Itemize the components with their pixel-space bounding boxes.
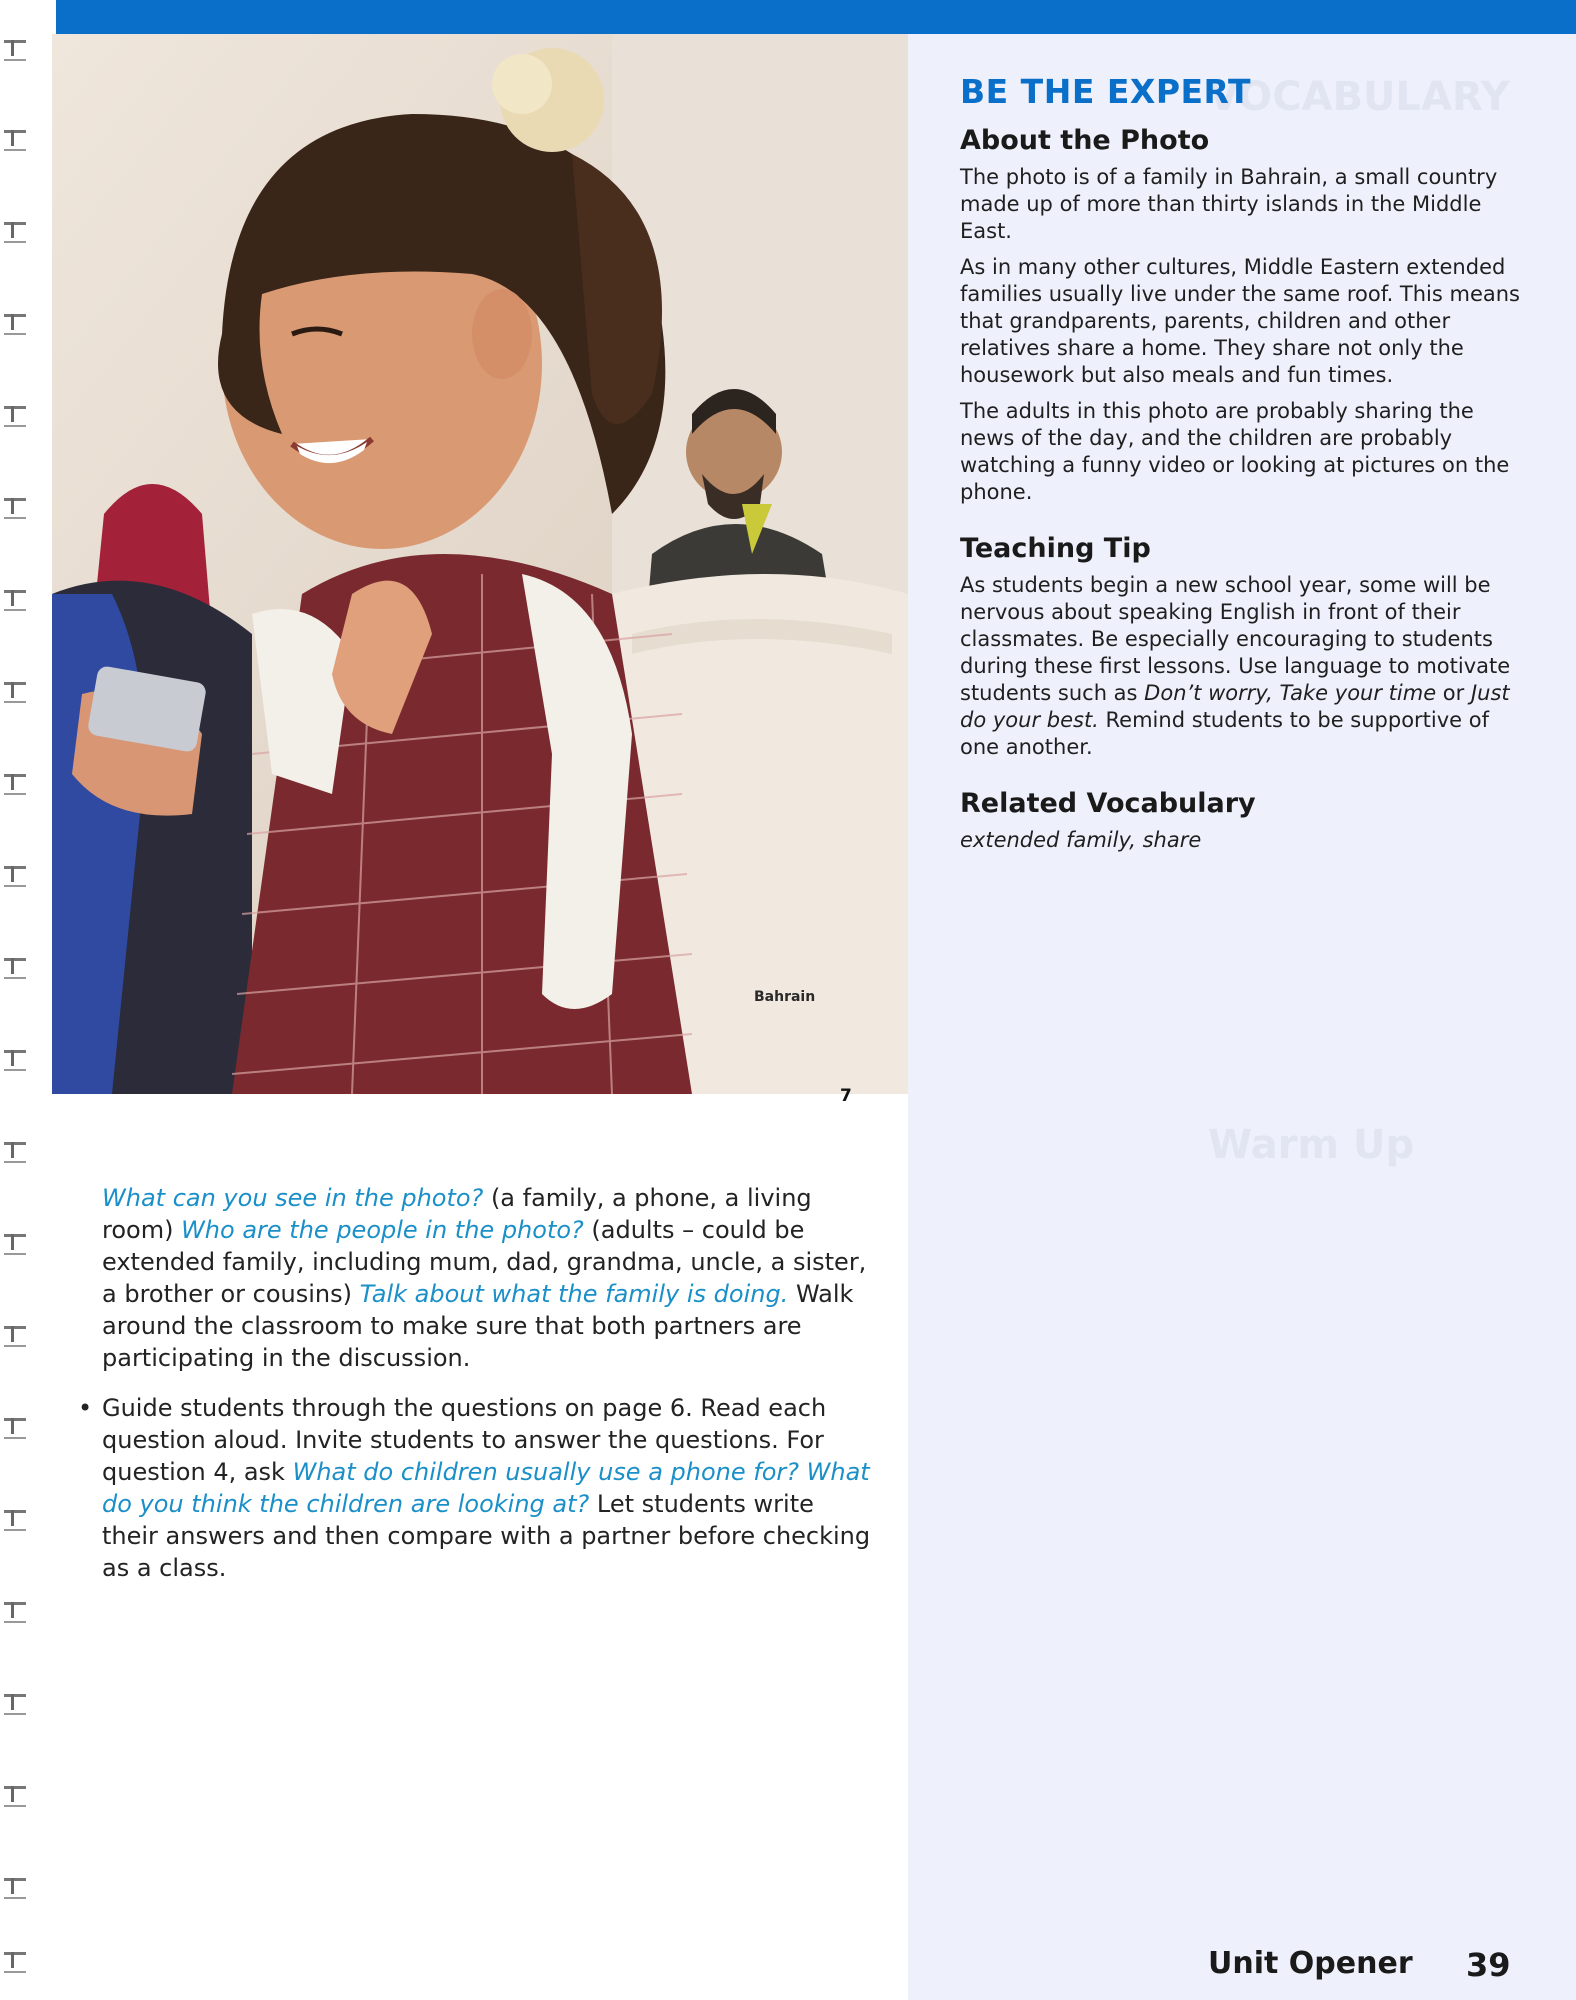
be-the-expert-panel — [908, 34, 1576, 2000]
photo-caption: Bahrain — [754, 989, 816, 1005]
tip-heading: Teaching Tip — [960, 533, 1151, 564]
teacher-notes — [78, 1182, 872, 1584]
family-photo — [52, 34, 908, 1106]
about-paragraph: The photo is of a family in Bahrain, a small country made up of more than thirty islands in the Middle East. — [960, 165, 1498, 243]
bullet-icon: • — [78, 1394, 93, 1422]
vocab-list: extended family, share — [960, 828, 1202, 852]
bleed-through-text: Warm Up — [1208, 1122, 1415, 1168]
about-paragraph: The adults in this photo are probably sharing the news of the day, and the children are probably watching a funny video or looking at pictures on the phone. — [960, 399, 1510, 504]
photo-page-number: 7 — [840, 1086, 852, 1106]
tip-paragraph: As students begin a new school year, some will be nervous about speaking English in front of their classmates. Be especially encouraging to students during these first lessons. Use language to motivate students such as Don’t worry, Take your time or Just do your best. Remind students to be supportive of one another. — [960, 573, 1511, 759]
bleed-through-text: VOCABULARY — [1208, 74, 1510, 120]
vocab-heading: Related Vocabulary — [960, 788, 1256, 819]
bullet-item: • Guide students through the questions on page 6. Read each question aloud. Invite students to answer the questions. For question 4, ask What do children usually use a phone for? What do you think the children are looking at? Let students write their answers and then compare with a partner before checking as a class. — [78, 1394, 871, 1582]
top-color-bar — [56, 0, 1576, 34]
footer-page-number: 39 — [1466, 1946, 1511, 1984]
about-heading: About the Photo — [960, 125, 1210, 156]
photo-illustration — [52, 34, 908, 1094]
about-paragraph: As in many other cultures, Middle Eastern extended families usually live under the same roof. This means that grandparents, parents, children and other relatives share a home. They share not only the housework but also meals and fun times. — [960, 255, 1520, 387]
expert-title: BE THE EXPERT — [960, 72, 1251, 111]
discussion-paragraph: What can you see in the photo? (a family, a phone, a living room) Who are the people in the photo? (adults – could be extended family, including mum, dad, grandma, uncle, a sister, a brother or cousins) Talk about what the family is doing. Walk around the classroom to make sure that both partners are participating in the discussion. — [102, 1184, 867, 1372]
footer-section-label: Unit Opener — [1208, 1946, 1413, 1981]
spiral-binding — [0, 0, 40, 2000]
